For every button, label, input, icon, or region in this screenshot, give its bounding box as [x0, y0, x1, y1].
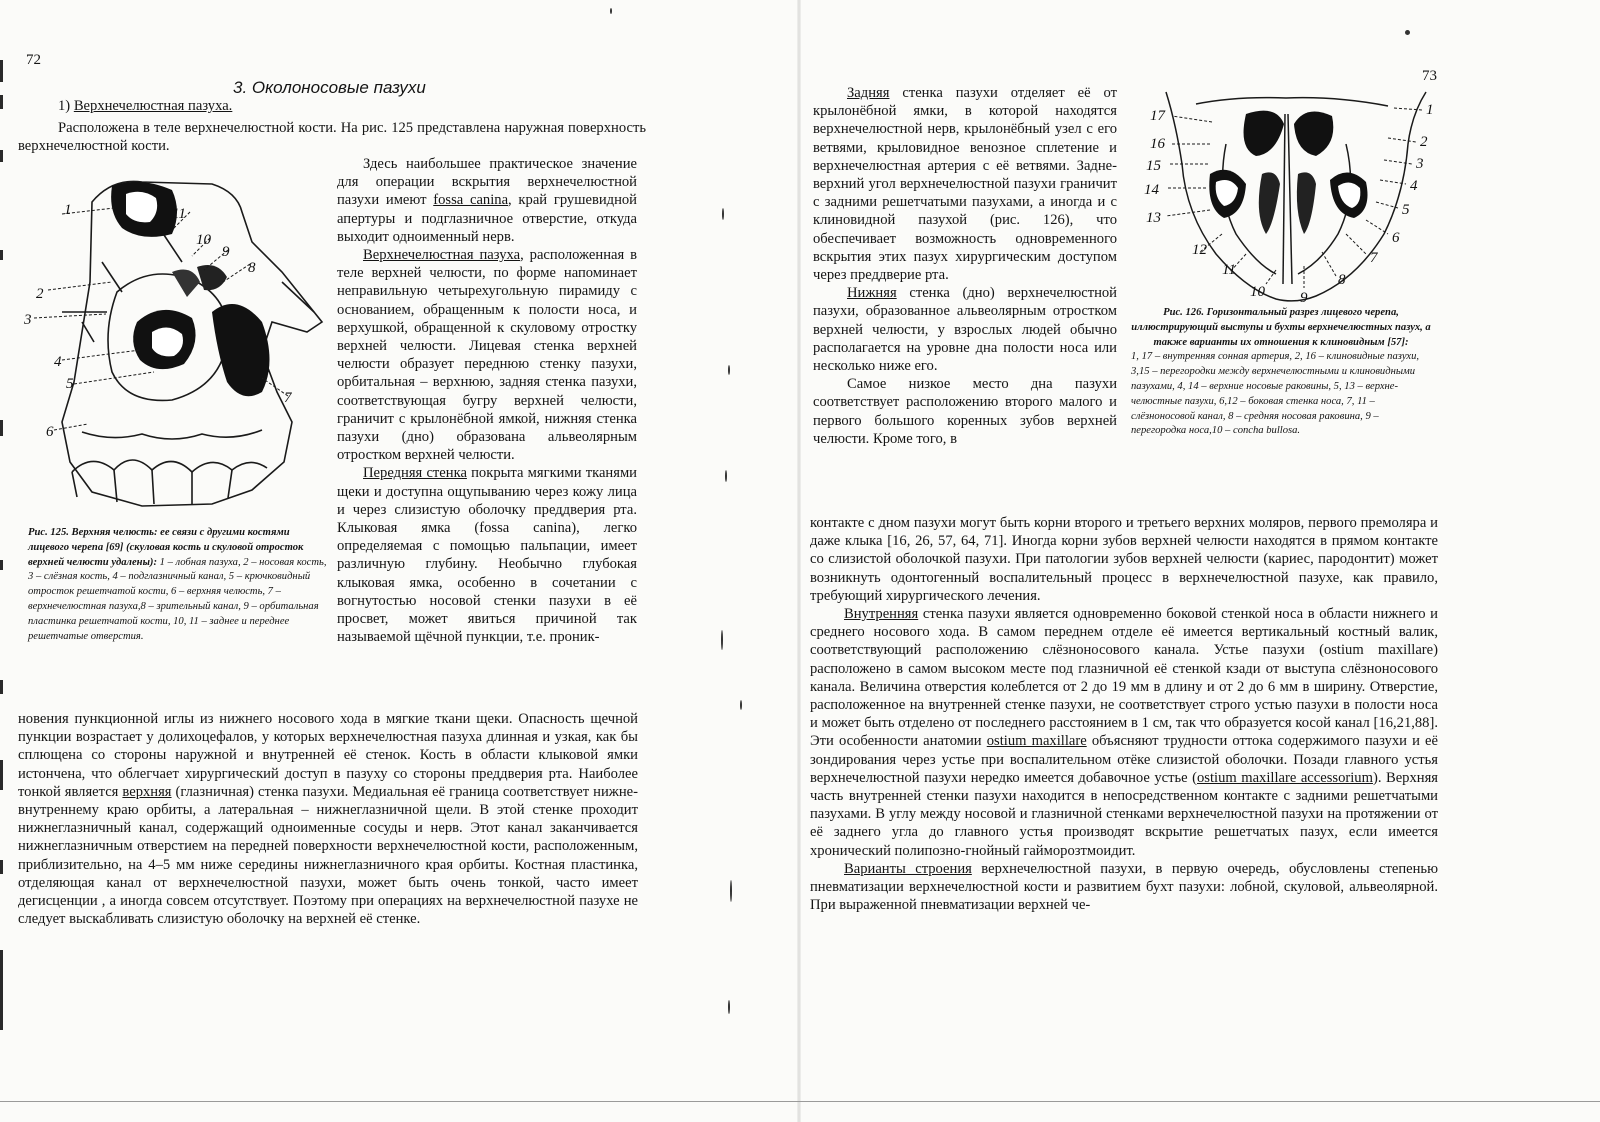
- figure-126-caption: [1131, 306, 1431, 439]
- figure-126-svg: [1126, 84, 1450, 306]
- subheading-text: Верхнечелюстная пазуха.: [73, 98, 233, 114]
- figure-125-svg: [22, 172, 326, 518]
- fig126-label: 7: [1370, 250, 1378, 266]
- page-bottom-edge: [0, 1101, 1600, 1102]
- fig126-label: 14: [1144, 182, 1159, 198]
- paragraph: [810, 860, 1438, 915]
- fig126-label: 10: [1250, 284, 1265, 300]
- paragraph: контакте с дном пазухи могут быть корни второго и третьего верхних моляров, первого премоляра и даже клыка [16, 26, 57, 64, 71]. Иногда корни зубов верхней челюсти находятся в прямом контакте со слизистой оболочкой пазухи. При патологии зубов верхней челюсти (кариес, пародонтит) может возникнуть одонтогенный воспалительный процесс в верхнечелюстной пазухе, как правило, требующий хирургического лечения.: [810, 515, 1438, 604]
- edge-mark: [0, 420, 3, 436]
- term-inner-wall: Внутренняя: [844, 606, 919, 623]
- page-number-left: 72: [26, 52, 41, 68]
- fig125-label: 2: [36, 286, 44, 302]
- edge-mark: [0, 560, 3, 570]
- figure-125-maxilla-drawing: [22, 172, 326, 518]
- fig126-label: 4: [1410, 178, 1418, 194]
- fig125-label: 11: [172, 206, 186, 222]
- fig125-label: 1: [64, 202, 72, 218]
- figure-126-caption-body: 1, 17 – внутренняя сонная артерия, 2, 16 – клиновидные пазухи, 3,15 – перегородки между верхнечелюстными и клиновидными пазухами, 4, 14 – верхние носовые раковины, 5, 13 – верхне-челюстные пазухи, 6,12 – боковая стенка носа, 7, 11 – слёзноносовой канал, 8 – средняя носовая раковина, 9 – перегородка носа,10 – concha bullosa.: [1131, 351, 1420, 437]
- figure-125-caption-title: Рис. 125. Верхняя челюсть: ее связи с другими костями лицевого черепа [69] (скуловая кость и скуловой отросток верхней челюсти удалены):: [28, 527, 304, 568]
- fig125-label: 6: [46, 424, 54, 440]
- figure-125-caption-body: 1 – лобная пазуха, 2 – носовая кость, 3 – слёзная кость, 4 – подглазничный канал, 5 – крючковидный отросток решетчатой кости, 6 – верхняя челюсть, 7 – верхнечелюстная пазуха,8 – зрительный канал, 9 – орбитальная пластинка решетчатой кости, 10, 11 – заднее и переднее решетчатые отверстия.: [28, 556, 327, 642]
- section-heading: 3. Околоносовые пазухи: [233, 78, 426, 97]
- edge-mark: [0, 680, 3, 694]
- term-posterior-wall: Задняя: [847, 85, 890, 101]
- page-number-right: 73: [1422, 68, 1437, 84]
- right-column-text: [813, 84, 1117, 448]
- text-run: стенка пазухи отделяет её от крылонёбной ямки, в которой находятся верхнечелюстной нерв, крылонёбный узел с его ветвями, крыловидное венозное сплетение и верхнечелюстная артерия с её ветвями. Задне-верхний угол верхнечелюстной пазухи граничит с задними решетчатыми пазухами, а иногда и с клиновидной пазухой (рис. 126), что обеспечивает возможность одновременного вскрытия этих пазух хирургическим доступом через преддверие рта.: [813, 85, 1117, 284]
- fig126-label: 3: [1416, 156, 1424, 172]
- edge-mark: [0, 250, 3, 260]
- text-run: ). Верхняя часть внутренней стенки пазухи находится в непосредственном контакте с задними решетчатыми пазухами. В углу между носовой и глазничной стенками верхнечелюстной пазухи на протяжении от её заднего угла до главного устья производят вскрытие решетчатых пазух, если имеется хронический полипозно-гнойный гайморозтмоидит.: [810, 769, 1438, 859]
- text-run: стенка (дно) верхнечелюстной пазухи, образованное альвеолярным отростком верхней челюсти, у взрослых людей обычно располагается на уровне дна полости носа или несколько ниже его.: [813, 285, 1117, 375]
- figure-126-skull-section-drawing: [1126, 84, 1450, 306]
- edge-mark: [0, 950, 3, 1030]
- edge-mark: [0, 60, 3, 82]
- edge-mark: [0, 760, 3, 790]
- fig126-label: 5: [1402, 202, 1410, 218]
- fig125-label: 4: [54, 354, 62, 370]
- fig125-label: 5: [66, 376, 74, 392]
- intro-paragraph: Расположена в теле верхнечелюстной кости. На рис. 125 представлена наружная поверхность верхнечелюстной кости.: [18, 120, 646, 155]
- figure-126-caption-title: Рис. 126. Горизонтальный разрез лицевого черепа, иллюстрирующий выступы и бухты верхнечелюстных пазух, а также варианты их отношения к клиновидным [57]:: [1131, 307, 1431, 348]
- scan-speck: [722, 208, 724, 220]
- scan-speck: [721, 630, 723, 650]
- term-fossa-canina: fossa canina: [433, 192, 509, 209]
- fig126-label: 15: [1146, 158, 1161, 174]
- term-lower-wall: Нижняя: [847, 285, 897, 302]
- term-maxillary-sinus: Верхнечелюстная пазуха: [363, 247, 521, 264]
- fig126-label: 2: [1420, 134, 1428, 150]
- edge-mark: [0, 150, 3, 162]
- paragraph: [337, 464, 637, 646]
- scan-speck: [725, 470, 727, 482]
- paragraph: [337, 246, 637, 464]
- text-run: покрыта мягкими тканями щеки и доступна ощупыванию через кожу лица и через слизистую оболочку преддверия рта. Клыковая ямка (fossa canina), легко определяемая с помощью пальпации, имеет различную глубину. Необычно глубокая клыковая ямка, особенно в сочетании с вогнутостью носовой стенки пазухи в её просвет, может явиться причиной так называемой щёчной пункции, т.е. проник-: [337, 465, 637, 646]
- text-run: (глазничная) стенка пазухи. Медиальная её граница соответствует нижне-внутреннему краю орбиты, а латеральная – нижнеглазничной щели. В этой стенке проходит нижнеглазничный канал, содержащий одноименные сосуды и нерв. Этот канал заканчивается нижнеглазничным отверстием на передней поверхности верхнечелюстной кости, расположенным, приблизительно, на 4–5 мм ниже середины нижнеглазничного края орбиты. Костная пластинка, отделяющая канал от верхнечелюстной пазухи, может быть очень тонкой, часто имеет дегисценции , а иногда совсем отсутствует. Поэтому при операциях на верхнечелюстной пазухе не следует выскабливать слизистую оболочку на верхней её стенке.: [18, 783, 638, 928]
- edge-mark: [0, 860, 3, 874]
- scan-speck: [728, 365, 730, 375]
- paragraph: [18, 710, 638, 928]
- subheading-number: 1): [58, 98, 74, 114]
- term-ostium-maxillare-accessorium: ostium maxillare accessorium: [1196, 769, 1373, 786]
- left-bottom-text: [18, 710, 638, 928]
- fig125-label: 7: [284, 390, 292, 406]
- paragraph: [337, 155, 637, 246]
- text-run: , расположенная в теле верхней челюсти, по форме напоминает неправильную четырехугольную пирамиду с основанием, обращенным к полости носа, и верхушкой, обращенной к скуловому отростку верхней челюсти. Лицевая стенка верхней челюсти образует переднюю стенку пазухи, орбитальная – верхнюю, задняя стенка пазухи, соответствующая бугру верхней челюсти, граничит с крылонёбной ямкой, нижняя стенка пазухи (дно) образована альвеолярным отростком верхней челюсти.: [337, 247, 637, 464]
- term-upper-wall: верхняя: [122, 783, 172, 800]
- text-run: , край грушевидной апертуры и подглазничное отверстие, откуда выходит одноименный нерв.: [337, 192, 637, 245]
- scan-speck: [740, 700, 742, 710]
- term-structural-variants: Варианты строения: [844, 860, 972, 877]
- page-gutter: [797, 0, 801, 1122]
- fig126-label: 9: [1300, 290, 1308, 306]
- text-run: объясняют трудности оттока содержимого пазухи и её зондирования через устье при воспалительном отёке слизистой оболочки. Позади главного устья верхнечелюстной пазухи нередко имеется добавочное устье (: [810, 733, 1438, 786]
- scan-speck: [730, 880, 732, 902]
- subheading: [58, 97, 458, 115]
- fig126-label: 16: [1150, 136, 1165, 152]
- fig126-label: 11: [1222, 262, 1236, 278]
- text-run: стенка пазухи является одновременно боковой стенкой носа в области нижнего и среднего носового хода. В самом переднем отделе её имеется вертикальный костный валик, соответствующий расположению слёзноносового канала. Устье пазухи (ostium maxillare) расположено в самом высоком месте под глазничной её стенкой кзади от выступа слёзноносового канала. Величина отверстия колеблется от 2 до 19 мм в длину и от 2 до 6 мм в ширину. Отверстие, расположенное на внутренней стенке пазухи, не соответствует строго устью пазухи в полости носа и может быть отделено от последнего расстоянием в 1 см, так что образуется косой канал [16,21,88]. Эти особенности анатомии: [810, 606, 1438, 750]
- left-column-text: [337, 155, 637, 646]
- fig126-label: 17: [1150, 108, 1165, 124]
- fig126-label: 6: [1392, 230, 1400, 246]
- text-run: новения пункционной иглы из нижнего носового хода в мягкие ткани щеки. Опасность щечной пункции возрастает у долихоцефалов, у которых верхнечелюстная пазуха длинная и узкая, как бы сплющена со стороны наружной и внутренней её стенок. Кость в области клыковой ямки истончена, что облегчает хирургический доступ в пазуху со стороны преддверия рта. Наиболее тонкой является: [18, 711, 638, 800]
- fig126-label: 12: [1192, 242, 1207, 258]
- scan-speck: [610, 8, 612, 14]
- figure-125-caption: [28, 526, 328, 644]
- paragraph: Самое низкое место дна пазухи соответствует расположению второго малого и первого большого коренных зубов верхней челюсти. Кроме того, в: [813, 376, 1117, 447]
- fig125-label: 3: [24, 312, 32, 328]
- scan-speck: [1405, 30, 1410, 35]
- fig126-label: 1: [1426, 102, 1434, 118]
- fig125-label: 8: [248, 260, 256, 276]
- paragraph: [813, 84, 1117, 284]
- term-ostium-maxillare: ostium maxillare: [986, 733, 1087, 750]
- paragraph: [813, 284, 1117, 375]
- right-full-width-text: [810, 514, 1438, 914]
- scan-speck: [728, 1000, 730, 1014]
- paragraph: [810, 605, 1438, 860]
- fig125-label: 10: [196, 232, 211, 248]
- term-anterior-wall: Передняя стенка: [363, 465, 467, 482]
- text-run: Здесь наибольшее практическое значение для операции вскрытия верхнечелюстной пазухи имеют: [337, 156, 637, 209]
- fig126-label: 13: [1146, 210, 1161, 226]
- text-run: верхнечелюстной пазухи, в первую очередь, обусловлены степенью пневматизации верхнечелюстной кости и развитием бухт пазухи: лобной, скуловой, альвеолярной. При выраженной пневматизации верхней че-: [810, 860, 1438, 914]
- edge-mark: [0, 95, 3, 109]
- fig126-label: 8: [1338, 272, 1346, 288]
- fig125-label: 9: [222, 244, 230, 260]
